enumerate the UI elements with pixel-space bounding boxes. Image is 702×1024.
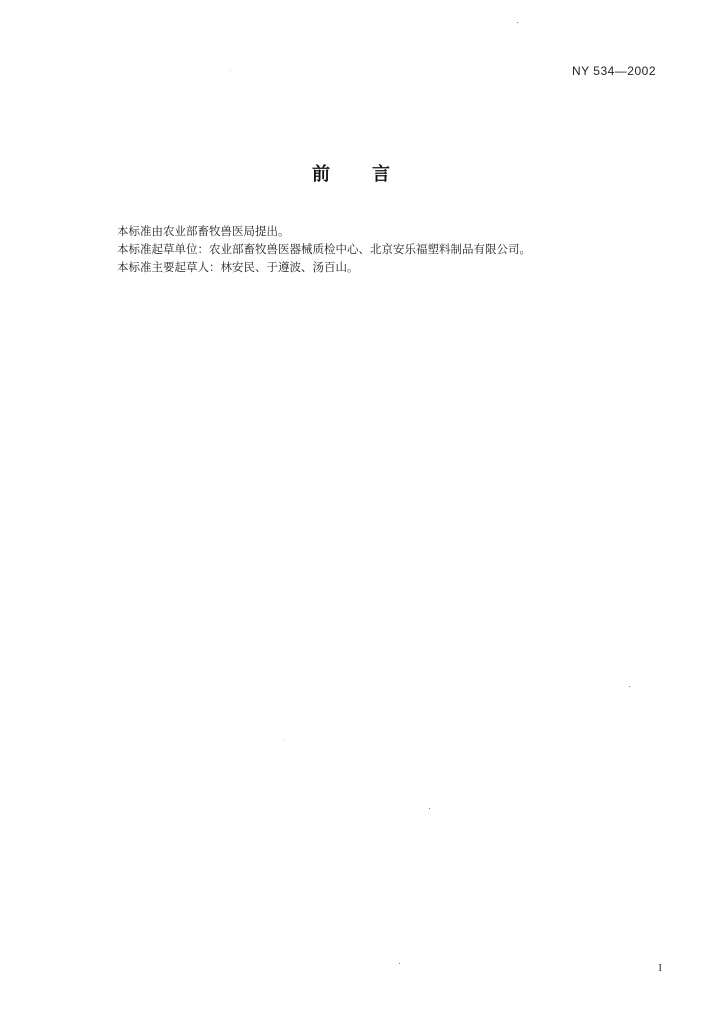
standard-number: NY 534—2002 [571, 64, 656, 78]
paragraph-proposer: 本标准由农业部畜牧兽医局提出。 [117, 224, 290, 238]
scan-speck [284, 740, 285, 741]
paragraph-drafting-units: 本标准起草单位：农业部畜牧兽医器械质检中心、北京安乐福塑料制品有限公司。 [117, 242, 531, 256]
scan-speck [399, 963, 400, 964]
paragraph-drafters: 本标准主要起草人：林安民、于遵波、汤百山。 [117, 260, 359, 274]
scan-speck [517, 22, 518, 23]
scan-speck [230, 70, 231, 71]
scan-speck [429, 808, 430, 809]
page-title [0, 160, 702, 186]
scan-speck [629, 686, 630, 687]
foreword-body [117, 222, 531, 276]
page-number: I [658, 962, 662, 974]
title-char-2: 言 [372, 164, 390, 185]
title-char-1: 前 [312, 164, 330, 185]
